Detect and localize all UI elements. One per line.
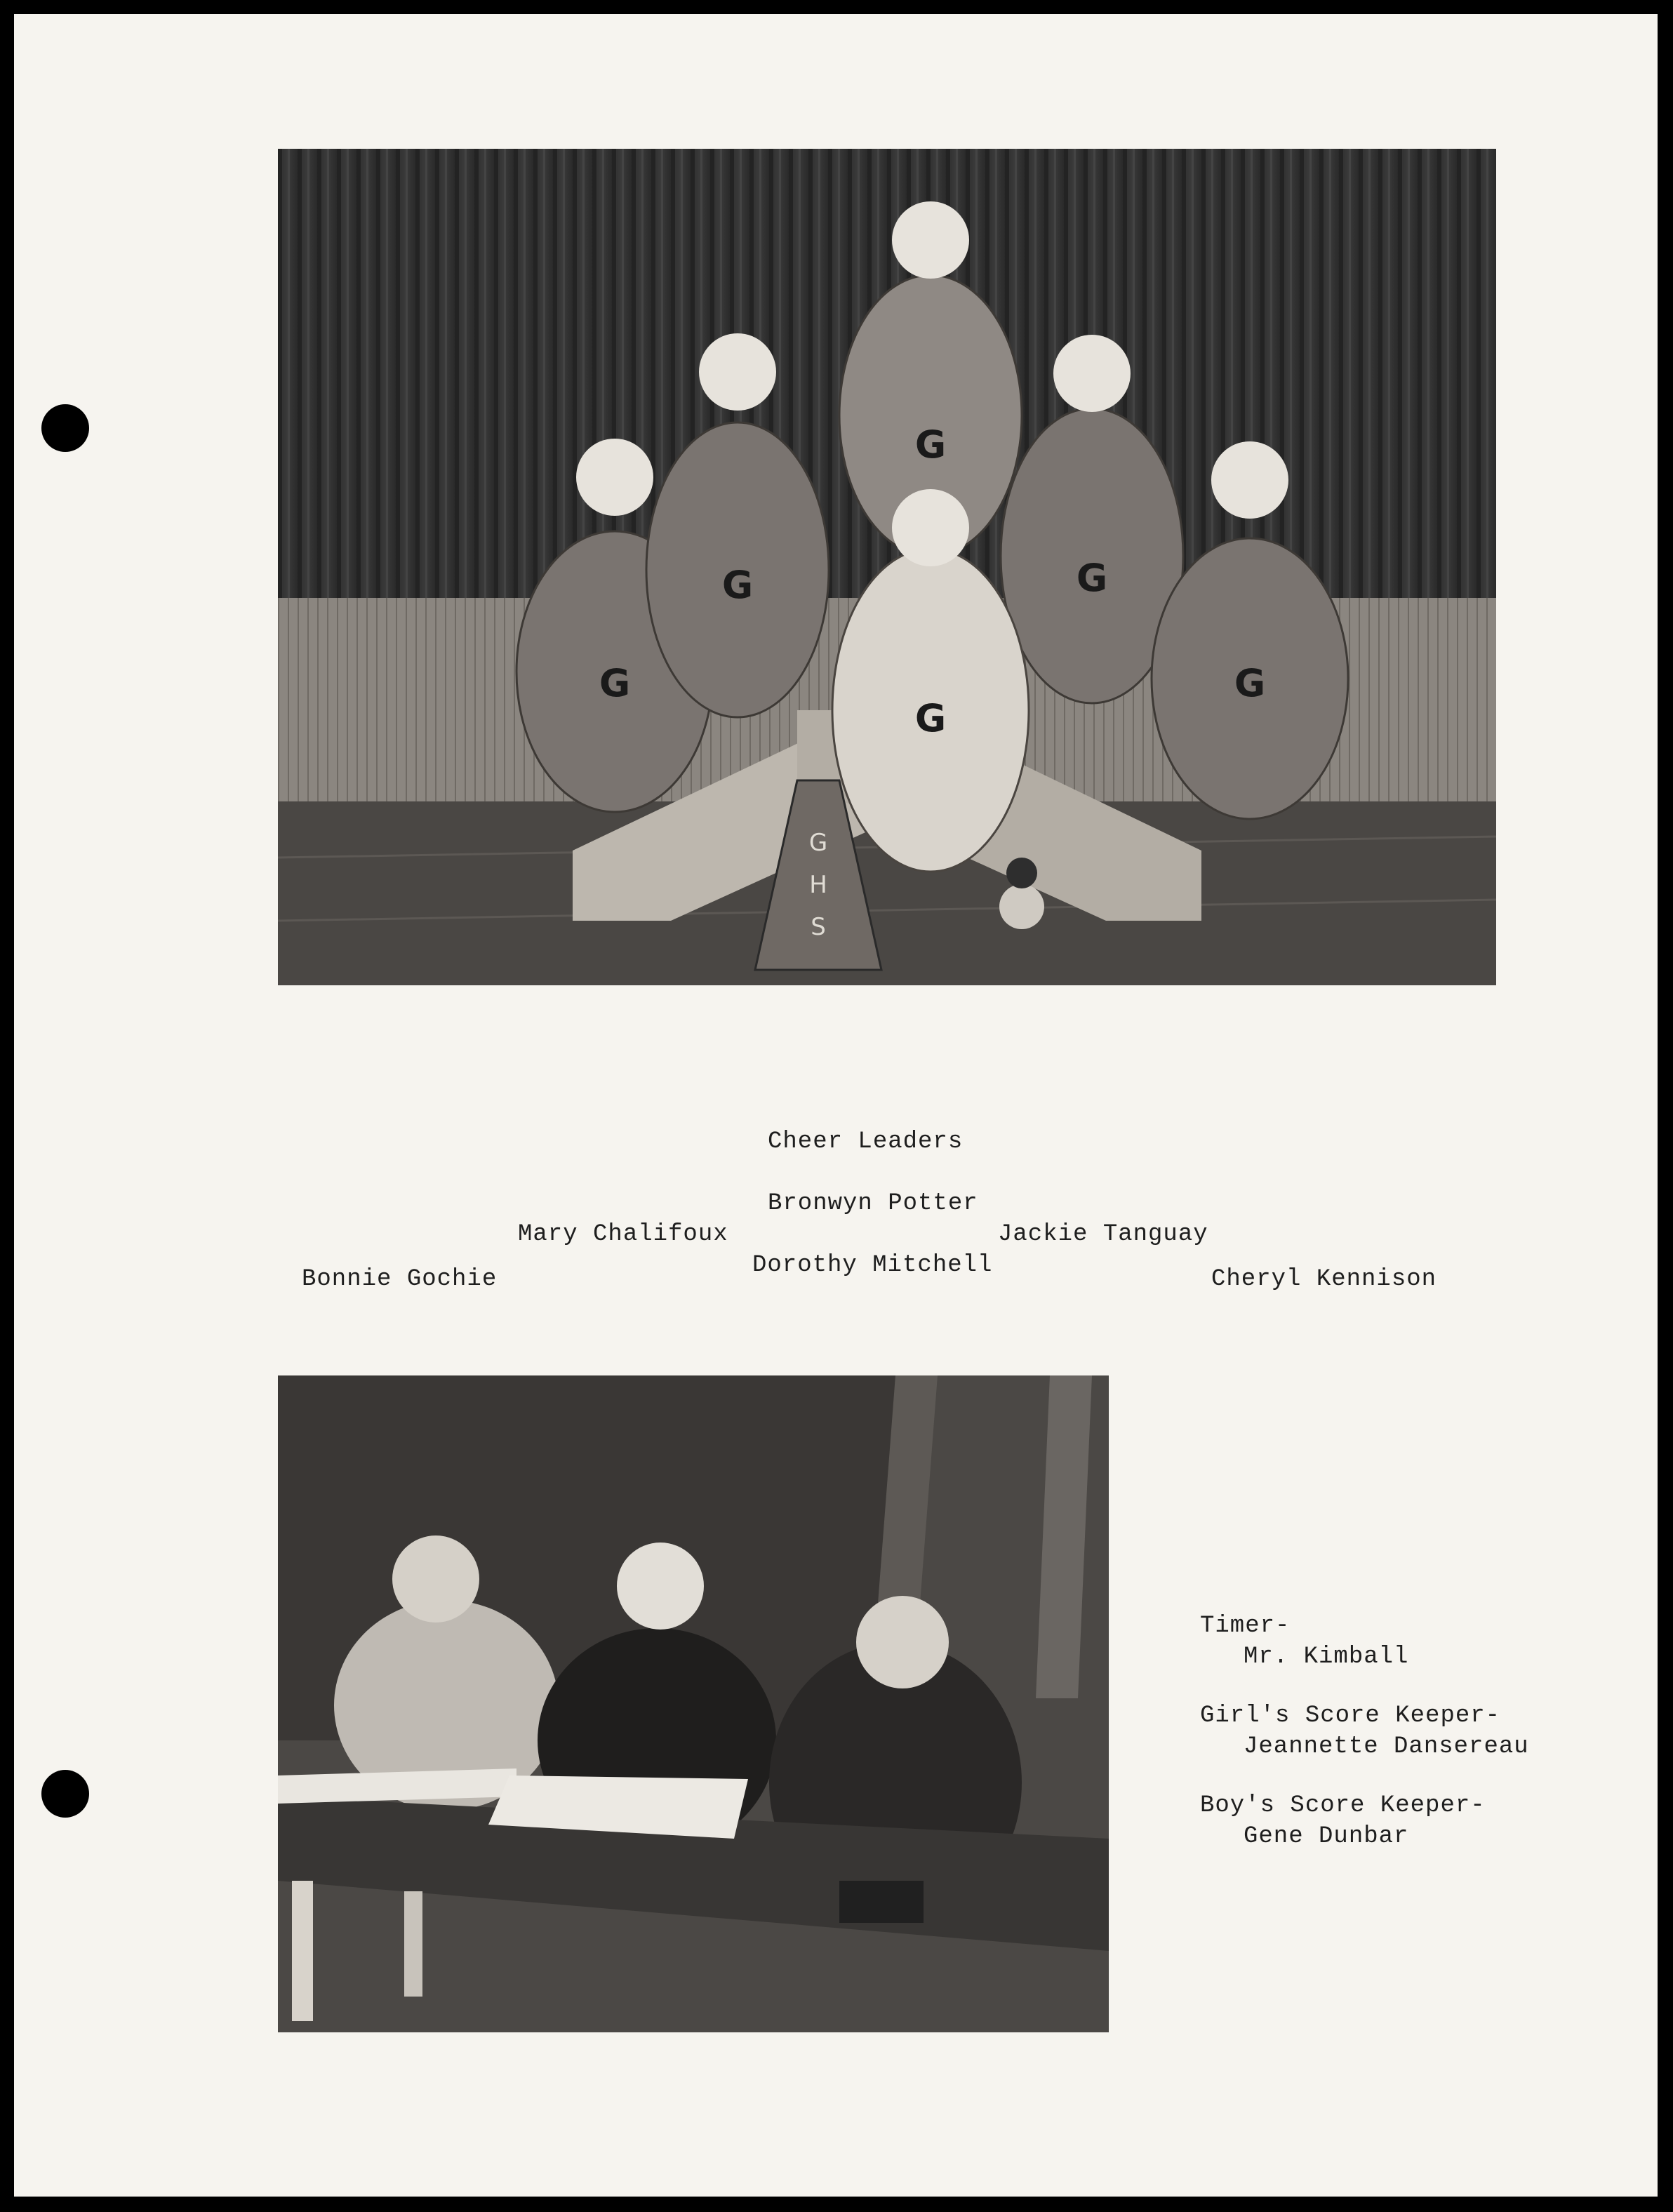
score-keepers-photo	[278, 1375, 1109, 2032]
timer-role: Timer-	[1200, 1613, 1291, 1639]
cheerleaders-photo	[278, 149, 1496, 985]
name-cheryl-kennison: Cheryl Kennison	[1211, 1266, 1437, 1293]
name-mary-chalifoux: Mary Chalifoux	[518, 1221, 728, 1248]
uniform-letter: G	[599, 661, 631, 705]
uniform-letter: G	[1234, 661, 1266, 705]
uniform-letter: G	[721, 563, 754, 607]
girls-score-keeper-role: Girl's Score Keeper-	[1200, 1703, 1501, 1729]
megaphone-letter: S	[811, 913, 826, 941]
boys-score-keeper-role: Boy's Score Keeper-	[1200, 1792, 1486, 1819]
timer-name: Mr. Kimball	[1244, 1644, 1409, 1670]
girls-score-keeper-name: Jeannette Dansereau	[1244, 1733, 1529, 1760]
punch-hole-bottom	[41, 1770, 89, 1818]
name-dorothy-mitchell: Dorothy Mitchell	[752, 1252, 993, 1279]
name-bronwyn-potter: Bronwyn Potter	[768, 1190, 978, 1217]
punch-hole-top	[41, 404, 89, 452]
megaphone-letter: H	[809, 871, 827, 899]
yearbook-page	[14, 14, 1658, 2197]
name-jackie-tanguay: Jackie Tanguay	[998, 1221, 1208, 1248]
uniform-letter: G	[914, 696, 947, 740]
boys-score-keeper-name: Gene Dunbar	[1244, 1823, 1409, 1850]
megaphone-letter: G	[808, 829, 828, 857]
uniform-letter: G	[914, 422, 947, 467]
cheer-leaders-heading: Cheer Leaders	[768, 1128, 964, 1155]
name-bonnie-gochie: Bonnie Gochie	[302, 1266, 498, 1293]
uniform-letter: G	[1076, 556, 1108, 600]
